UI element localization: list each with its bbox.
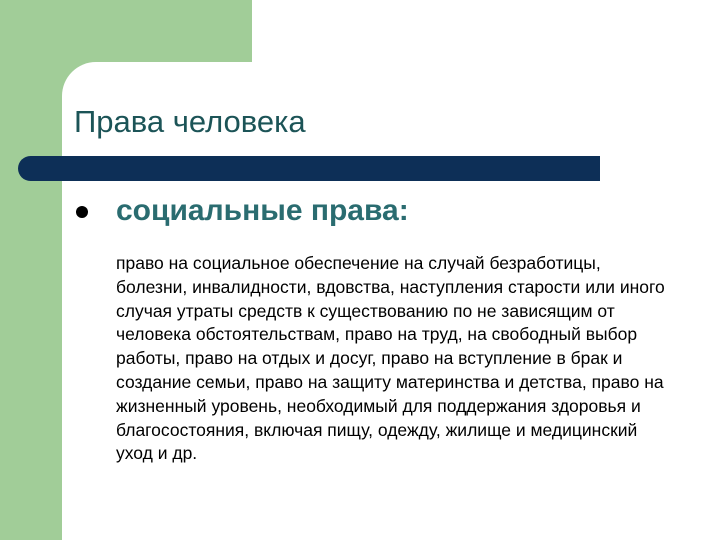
slide-title: Права человека [74,104,306,139]
bullet-heading: социальные права: [116,194,409,227]
bullet-dot-icon [76,206,88,218]
bullet-body-text: право на социальное обеспечение на случай безработицы, болезни, инвалидности, вдовства, наступления старости или иного случая утраты средств к существованию по не зависящим от человека обстоятельствам, право на труд, на свободный выбор работы, право на отдых и досуг, право на вступление в брак и создание семьи, право на защиту материнства и детства, право на жизненный уровень, необходимый для поддержания здоровья и благосостояния, включая пищу, одежду, жилище и медицинский уход и др. [116,253,665,464]
title-underline-bar [18,156,600,181]
